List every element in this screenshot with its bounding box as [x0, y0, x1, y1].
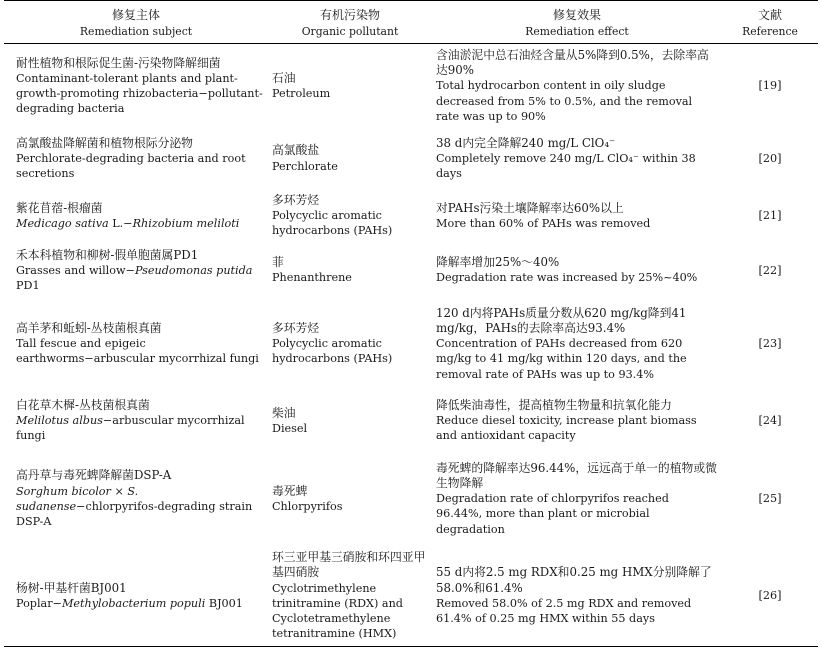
subject-cell: 耐性植物和根际促生菌-污染物降解细菌 Contaminant-tolerant plants and plant-growth-promoting rhizobacteria−pollutant-degrading bacteria [16, 55, 263, 116]
effect-cell: 55 d内将2.5 mg RDX和0.25 mg HMX分别降解了58.0%和61.4% Removed 58.0% of 2.5 mg RDX and removed 61.4% of 0.25 mg HMX within 55 days [432, 546, 722, 647]
table-row [4, 189, 818, 244]
table-row [4, 546, 818, 647]
header-pollutant: 有机污染物 Organic pollutant [268, 1, 432, 44]
effect-cell: 含油淤泥中总石油烃含量从5%降到0.5%，去除率高达90% Total hydrocarbon content in oily sludge decreased from 5% to 0.5%, and the removal rate was up to 90% [436, 48, 709, 123]
pollutant-cell: 柴油 Diesel [272, 405, 308, 435]
pollutant-cell: 高氯酸盐 Perchlorate [272, 143, 338, 173]
pollutant-cell: 菲 Phenanthrene [272, 255, 352, 285]
pollutant-cell: 多环芳烃 Polycyclic aromatic hydrocarbons (PAHs) [272, 193, 393, 238]
effect-cell: 毒死蜱的降解率达96.44%，远远高于单一的植物或微生物降解 Degradation rate of chlorpyrifos reached 96.44%, more than plant or microbial degradation [436, 460, 717, 536]
effect-cell: 降解率增加25%～40% Degradation rate was increased by 25%~40% [436, 255, 698, 285]
pollutant-cell: 毒死蜱 Chlorpyrifos [272, 483, 343, 513]
effect-cell: 对PAHs污染土壤降解率达60%以上 More than 60% of PAHs was removed [436, 200, 651, 230]
reference-cell: [24] [758, 414, 782, 428]
reference-cell: [22] [758, 263, 782, 277]
table-row [4, 244, 818, 299]
reference-cell: [23] [758, 337, 782, 351]
subject-cell: 高羊茅和蚯蚓-丛枝菌根真菌 Tall fescue and epigeic earthworms−arbuscular mycorrhizal fungi [16, 320, 259, 366]
subject-cell: 高丹草与毒死蜱降解菌DSP-A Sorghum bicolor × S. sudanense−chlorpyrifos-degrading strain DSP-A [16, 468, 253, 528]
table-row [4, 452, 818, 546]
reference-cell: [21] [758, 209, 782, 223]
subject-cell: 高氯酸盐降解菌和植物根际分泌物 Perchlorate-degrading bacteria and root secretions [16, 135, 246, 181]
subject-cell: 禾本科植物和柳树-假单胞菌属PD1 Grasses and willow−Pseudomonas putida PD1 [16, 247, 253, 293]
subject-cell: 杨树-甲基杆菌BJ001 Poplar−Methylobacterium populi BJ001 [4, 546, 268, 647]
pollutant-cell: 多环芳烃 Polycyclic aromatic hydrocarbons (PAHs) [272, 320, 393, 366]
header-subject: 修复主体 Remediation subject [4, 1, 268, 44]
table-row [4, 298, 818, 390]
subject-cell: 紫花苜蓿-根瘤菌 Medicago sativa L.−Rhizobium meliloti [16, 200, 240, 230]
subject-cell: 白花草木樨-丛枝菌根真菌 Melilotus albus−arbuscular mycorrhizal fungi [16, 397, 245, 443]
reference-cell: [25] [758, 492, 782, 506]
table-row [4, 129, 818, 189]
table-row [4, 390, 818, 452]
header-reference: 文献 Reference [722, 1, 818, 44]
reference-cell: [20] [758, 151, 782, 165]
effect-cell: 38 d内完全降解240 mg/L ClO₄⁻ Completely remove 240 mg/L ClO₄⁻ within 38 days [436, 135, 696, 181]
effect-cell: 降低柴油毒性，提高植物生物量和抗氧化能力 Reduce diesel toxicity, increase plant biomass and antioxidant capacity [436, 397, 697, 443]
remediation-table [4, 0, 818, 647]
pollutant-cell: 石油 Petroleum [272, 70, 331, 100]
reference-cell: [26] [722, 546, 818, 647]
remediation-table-container [4, 0, 818, 647]
table-row [4, 44, 818, 130]
pollutant-cell: 环三亚甲基三硝胺和环四亚甲基四硝胺 Cyclotrimethylene trinitramine (RDX) and Cyclotetramethylene tetranitramine (HMX) [268, 546, 432, 647]
table-header-row [4, 1, 818, 44]
reference-cell: [19] [758, 79, 782, 93]
effect-cell: 120 d内将PAHs质量分数从620 mg/kg降到41 mg/kg，PAHs的去除率高达93.4% Concentration of PAHs decreased from 620 mg/kg to 41 mg/kg within 120 days, and the removal rate of PAHs was up to 93.4% [436, 305, 687, 381]
header-effect: 修复效果 Remediation effect [432, 1, 722, 44]
